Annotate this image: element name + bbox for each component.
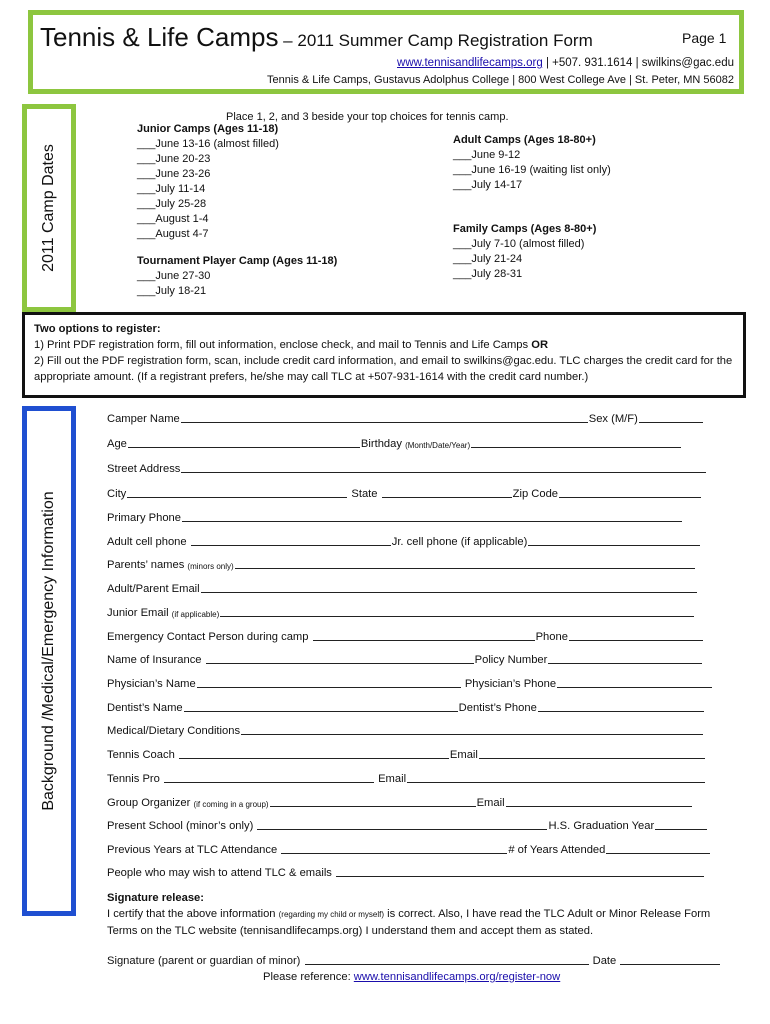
tournament-camps [137,254,337,299]
emergency-row: Emergency Contact Person during camp Phone [107,631,704,643]
primary-phone-row: Primary Phone [107,512,683,524]
parent-email-row: Adult/Parent Email [107,583,698,595]
list-item: ___June 27-30 [137,270,211,282]
list-item: ___July 14-17 [453,179,523,191]
coach-row: Tennis Coach Email [107,749,706,761]
signature-title: Signature release: [107,892,205,904]
coach-email-field[interactable] [479,757,705,759]
insurance-field[interactable] [206,662,474,664]
list-item: ___July 28-31 [453,268,523,280]
physician-phone-field[interactable] [557,686,712,688]
camper-name-field[interactable] [181,421,588,423]
pro-email-field[interactable] [407,781,705,783]
zip-field[interactable] [559,496,701,498]
list-item: ___July 18-21 [137,285,207,297]
grad-year-field[interactable] [655,828,707,830]
state-field[interactable] [382,496,512,498]
jr-cell-field[interactable] [528,544,700,546]
group-email-field[interactable] [506,805,692,807]
junior-camps [137,122,279,242]
list-item: ___July 11-14 [137,183,206,195]
birthday-field[interactable] [471,446,681,448]
camper-name-row: Camper Name Sex (M/F) [107,413,704,425]
pro-row: Tennis Pro Email [107,773,706,785]
dentist-field[interactable] [184,710,458,712]
adult-camps [453,133,611,193]
emergency-field[interactable] [313,639,535,641]
insurance-row: Name of Insurance Policy Number [107,654,703,666]
parent-email-field[interactable] [201,591,697,593]
signature-row: Signature (parent or guardian of minor) Date [107,955,721,967]
prev-years-row: Previous Years at TLC Attendance # of Years Attended [107,844,711,856]
option-1: 1) Print PDF registration form, fill out information, enclose check, and mail to Tennis and Life Camps OR [34,339,549,351]
list-item: ___June 20-23 [137,153,211,165]
junior-email-field[interactable] [220,615,694,617]
primary-phone-field[interactable] [182,520,682,522]
family-camps [453,222,596,282]
emergency-phone-field[interactable] [569,639,703,641]
dentist-row: Dentist’s Name Dentist’s Phone [107,702,705,714]
policy-field[interactable] [548,662,702,664]
adult-camps-heading: Adult Camps (Ages 18-80+) [453,134,596,146]
instruction-text: Place 1, 2, and 3 beside your top choices for tennis camp. [226,111,509,123]
page-number: Page 1 [682,30,727,46]
register-link[interactable]: www.tennisandlifecamps.org/register-now [353,971,561,983]
date-field[interactable] [620,963,720,965]
junior-camps-heading: Junior Camps (Ages 11-18) [137,123,279,135]
physician-row: Physician’s Name Physician’s Phone [107,678,713,690]
contact-line: www.tennisandlifecamps.org | +507. 931.1614 | swilkins@gac.edu [397,57,734,69]
group-row: Group Organizer (if coming in a group) Email [107,797,693,809]
medical-field[interactable] [241,733,703,735]
signature-text: I certify that the above information (regarding my child or myself) is correct. Also, I have read the TLC Adult or Minor Release Form Terms on the TLC website (tennisandlifecamps.org) I understand them and accept them as stated. [107,908,711,937]
group-field[interactable] [270,805,476,807]
signature-release [107,890,737,939]
dentist-phone-field[interactable] [538,710,704,712]
age-field[interactable] [128,446,360,448]
people-row: People who may wish to attend TLC & emails [107,867,705,879]
list-item: ___July 21-24 [453,253,523,265]
people-field[interactable] [336,875,704,877]
list-item: ___July 7-10 (almost filled) [453,238,585,250]
junior-email-row: Junior Email (if applicable) [107,607,695,619]
medical-row: Medical/Dietary Conditions [107,725,704,737]
address-line: Tennis & Life Camps, Gustavus Adolphus College | 800 West College Ave | St. Peter, MN 56082 [267,74,734,86]
list-item: ___June 13-16 (almost filled) [137,138,279,150]
cell-row: Adult cell phone Jr. cell phone (if applicable) [107,536,701,548]
options-heading: Two options to register: [34,323,161,335]
num-years-field[interactable] [606,852,710,854]
register-options [34,321,734,385]
tournament-camps-heading: Tournament Player Camp (Ages 11-18) [137,255,338,267]
adult-cell-field[interactable] [191,544,391,546]
street-row: Street Address [107,463,707,475]
option-2: 2) Fill out the PDF registration form, scan, include credit card information, and email to swilkins@gac.edu. TLC charges the credit card for the appropriate amount. (If a registrant prefers, he/she may call TLC at +507-931-1614 with the credit card number.) [34,355,733,383]
age-row: Age Birthday (Month/Date/Year) [107,438,682,450]
physician-field[interactable] [197,686,461,688]
list-item: ___June 16-19 (waiting list only) [453,164,611,176]
website-link[interactable]: www.tennisandlifecamps.org [397,57,543,69]
prev-years-field[interactable] [281,852,507,854]
family-camps-heading: Family Camps (Ages 8-80+) [453,223,597,235]
list-item: ___June 23-26 [137,168,211,180]
reference-line: Please reference: www.tennisandlifecamps.org/register-now [263,971,561,983]
camp-dates-label: 2011 Camp Dates [40,144,57,272]
city-field[interactable] [127,496,347,498]
form-subtitle: 2011 Summer Camp Registration Form [297,31,593,50]
list-item: ___July 25-28 [137,198,207,210]
list-item: ___August 4-7 [137,228,209,240]
list-item: ___August 1-4 [137,213,209,225]
background-label: Background /Medical/Emergency Information [40,491,57,811]
pro-field[interactable] [164,781,374,783]
list-item: ___June 9-12 [453,149,521,161]
school-row: Present School (minor’s only) H.S. Graduation Year [107,820,708,832]
city-row: City State Zip Code [107,488,702,500]
page-title: Tennis & Life Camps – 2011 Summer Camp Registration Form [40,22,593,52]
coach-field[interactable] [179,757,449,759]
street-field[interactable] [181,471,706,473]
parents-row: Parents’ names (minors only) [107,559,696,571]
signature-field[interactable] [305,963,589,965]
school-field[interactable] [257,828,547,830]
parents-field[interactable] [235,567,695,569]
sex-field[interactable] [639,421,703,423]
